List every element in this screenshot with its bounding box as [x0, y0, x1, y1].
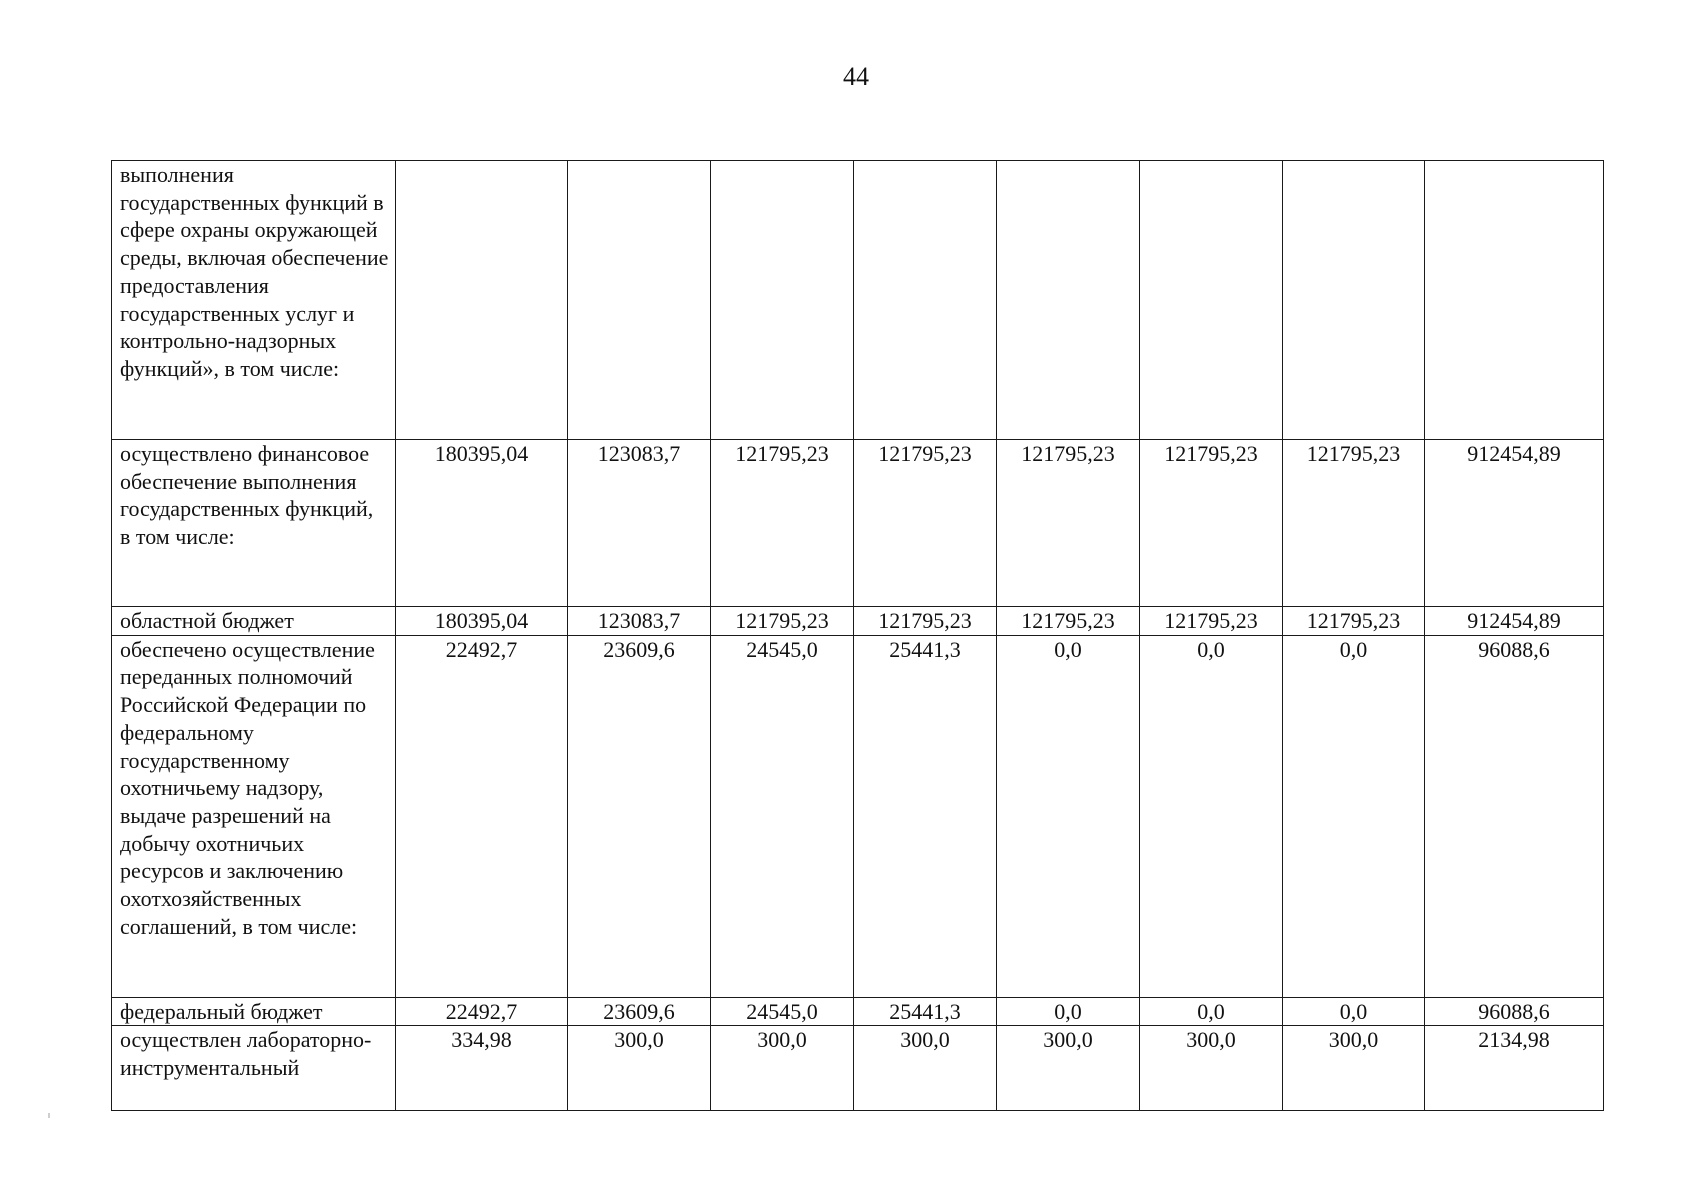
total-cell: 912454,89 [1425, 440, 1604, 607]
value-cell-2: 23609,6 [568, 997, 711, 1026]
value-cell-3: 300,0 [711, 1026, 854, 1111]
value-cell-3: 121795,23 [711, 440, 854, 607]
value-cell-4 [854, 161, 997, 440]
row-label: осуществлено финансовое обеспечение выполнения государственных функций, в том числе: [112, 440, 396, 607]
value-cell-4: 300,0 [854, 1026, 997, 1111]
value-cell-6: 300,0 [1140, 1026, 1283, 1111]
value-cell-7: 121795,23 [1283, 440, 1425, 607]
scan-speck [48, 1113, 50, 1118]
value-cell-2: 300,0 [568, 1026, 711, 1111]
value-cell-1: 180395,04 [396, 607, 568, 636]
value-cell-3: 121795,23 [711, 607, 854, 636]
value-cell-5: 121795,23 [997, 440, 1140, 607]
table-row [112, 635, 1604, 997]
table-row [112, 997, 1604, 1026]
value-cell-2: 123083,7 [568, 440, 711, 607]
table-row [112, 440, 1604, 607]
value-cell-7: 0,0 [1283, 997, 1425, 1026]
value-cell-7: 0,0 [1283, 635, 1425, 997]
value-cell-5: 0,0 [997, 635, 1140, 997]
row-label: федеральный бюджет [112, 997, 396, 1026]
total-cell: 96088,6 [1425, 997, 1604, 1026]
value-cell-6 [1140, 161, 1283, 440]
table-row [112, 1026, 1604, 1111]
value-cell-5: 0,0 [997, 997, 1140, 1026]
value-cell-1: 180395,04 [396, 440, 568, 607]
value-cell-4: 25441,3 [854, 635, 997, 997]
budget-table [111, 160, 1604, 1111]
value-cell-6: 121795,23 [1140, 607, 1283, 636]
value-cell-4: 121795,23 [854, 607, 997, 636]
value-cell-4: 121795,23 [854, 440, 997, 607]
total-cell [1425, 161, 1604, 440]
value-cell-1: 22492,7 [396, 635, 568, 997]
value-cell-1: 334,98 [396, 1026, 568, 1111]
value-cell-5: 121795,23 [997, 607, 1140, 636]
value-cell-1: 22492,7 [396, 997, 568, 1026]
value-cell-7: 121795,23 [1283, 607, 1425, 636]
row-label: обеспечено осуществление переданных полномочий Российской Федерации по федеральному государственному охотничьему надзору, выдаче разрешений на добычу охотничьих ресурсов и заключению охотхозяйственных соглашений, в том числе: [112, 635, 396, 997]
value-cell-5 [997, 161, 1140, 440]
value-cell-3 [711, 161, 854, 440]
row-label: выполнения государственных функций в сфере охраны окружающей среды, включая обеспечение предоставления государственных услуг и контрольно-надзорных функций», в том числе: [112, 161, 396, 440]
row-label: областной бюджет [112, 607, 396, 636]
page-number: 44 [843, 62, 869, 91]
value-cell-5: 300,0 [997, 1026, 1140, 1111]
value-cell-3: 24545,0 [711, 635, 854, 997]
value-cell-2: 123083,7 [568, 607, 711, 636]
value-cell-6: 0,0 [1140, 635, 1283, 997]
row-label: осуществлен лабораторно-инструментальный [112, 1026, 396, 1111]
value-cell-3: 24545,0 [711, 997, 854, 1026]
value-cell-6: 121795,23 [1140, 440, 1283, 607]
value-cell-7: 300,0 [1283, 1026, 1425, 1111]
table-row [112, 607, 1604, 636]
total-cell: 2134,98 [1425, 1026, 1604, 1111]
total-cell: 912454,89 [1425, 607, 1604, 636]
value-cell-6: 0,0 [1140, 997, 1283, 1026]
value-cell-2 [568, 161, 711, 440]
value-cell-4: 25441,3 [854, 997, 997, 1026]
value-cell-2: 23609,6 [568, 635, 711, 997]
value-cell-1 [396, 161, 568, 440]
table-row [112, 161, 1604, 440]
total-cell: 96088,6 [1425, 635, 1604, 997]
value-cell-7 [1283, 161, 1425, 440]
